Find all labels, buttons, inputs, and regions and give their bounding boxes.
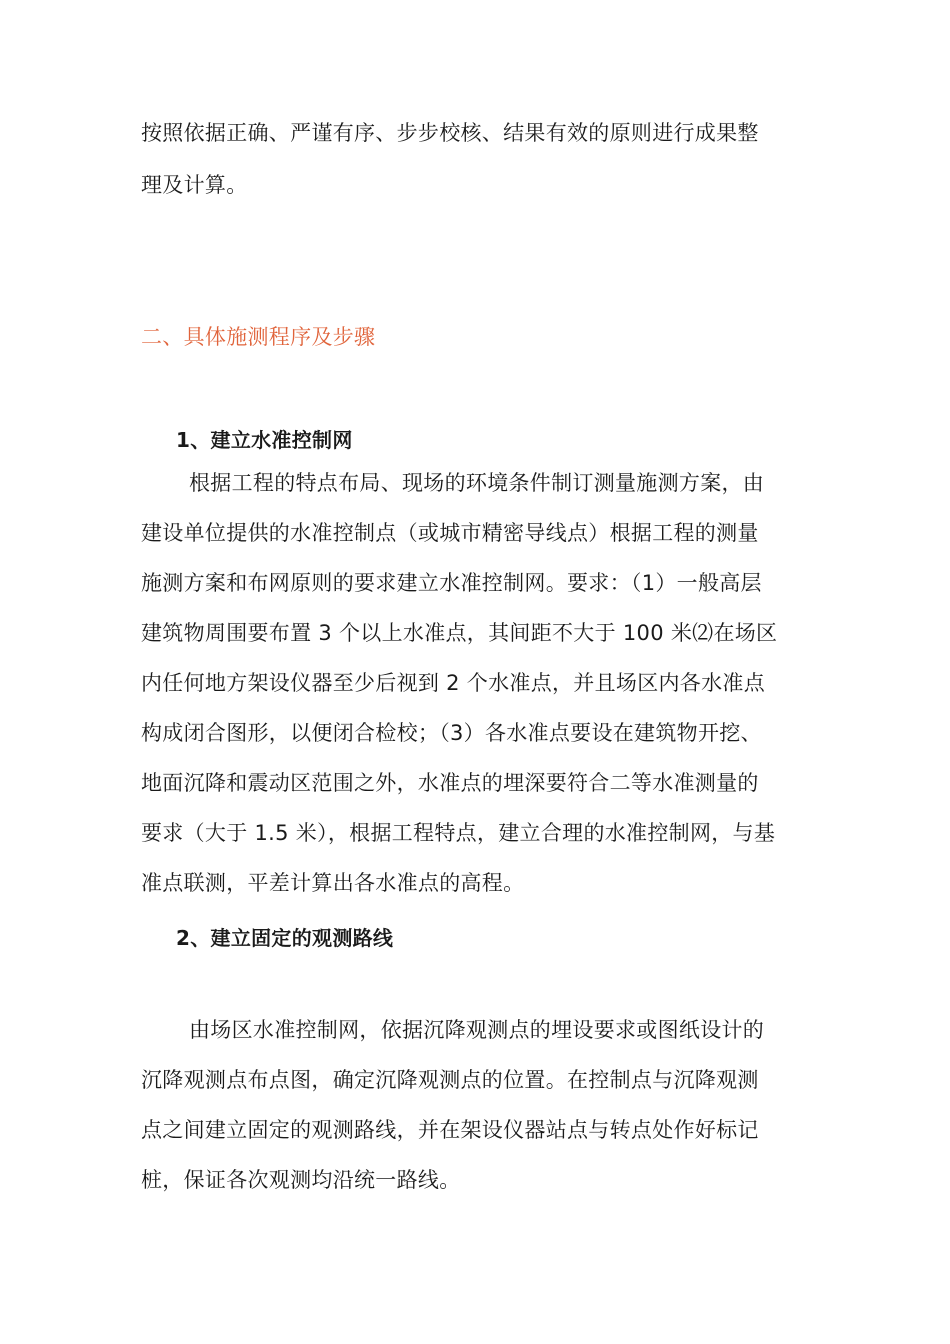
step-1-paragraph-line: 建筑物周围要布置 3 个以上水准点，其间距不大于 100 米⑵在场区 <box>141 621 778 645</box>
step-2-paragraph-line: 沉降观测点布点图，确定沉降观测点的位置。在控制点与沉降观测 <box>141 1068 759 1092</box>
step-1-paragraph-line: 根据工程的特点布局、现场的环境条件制订测量施测方案，由 <box>189 471 765 495</box>
step-1-paragraph-line: 要求（大于 1.5 米），根据工程特点，建立合理的水准控制网，与基 <box>141 821 776 845</box>
section-heading: 二、具体施测程序及步骤 <box>141 325 376 349</box>
intro-line-2: 理及计算。 <box>141 173 248 197</box>
step-1-paragraph-line: 准点联测，平差计算出各水准点的高程。 <box>141 871 525 895</box>
step-1-paragraph-line: 建设单位提供的水准控制点（或城市精密导线点）根据工程的测量 <box>141 521 759 545</box>
step-1-title: 1、建立水准控制网 <box>176 428 353 452</box>
step-1-paragraph-line: 构成闭合图形，以便闭合检校；（3）各水准点要设在建筑物开挖、 <box>141 721 762 745</box>
step-2-paragraph-line: 桩，保证各次观测均沿统一路线。 <box>141 1168 461 1192</box>
intro-line-1: 按照依据正确、严谨有序、步步校核、结果有效的原则进行成果整 <box>141 121 759 145</box>
step-1-paragraph-line: 施测方案和布网原则的要求建立水准控制网。要求：（1）一般高层 <box>141 571 762 595</box>
step-2-title: 2、建立固定的观测路线 <box>176 926 394 950</box>
step-2-paragraph-line: 由场区水准控制网，依据沉降观测点的埋设要求或图纸设计的 <box>189 1018 765 1042</box>
step-1-paragraph-line: 内任何地方架设仪器至少后视到 2 个水准点，并且场区内各水准点 <box>141 671 766 695</box>
step-2-paragraph-line: 点之间建立固定的观测路线，并在架设仪器站点与转点处作好标记 <box>141 1118 759 1142</box>
step-1-paragraph-line: 地面沉降和震动区范围之外，水准点的埋深要符合二等水准测量的 <box>141 771 759 795</box>
